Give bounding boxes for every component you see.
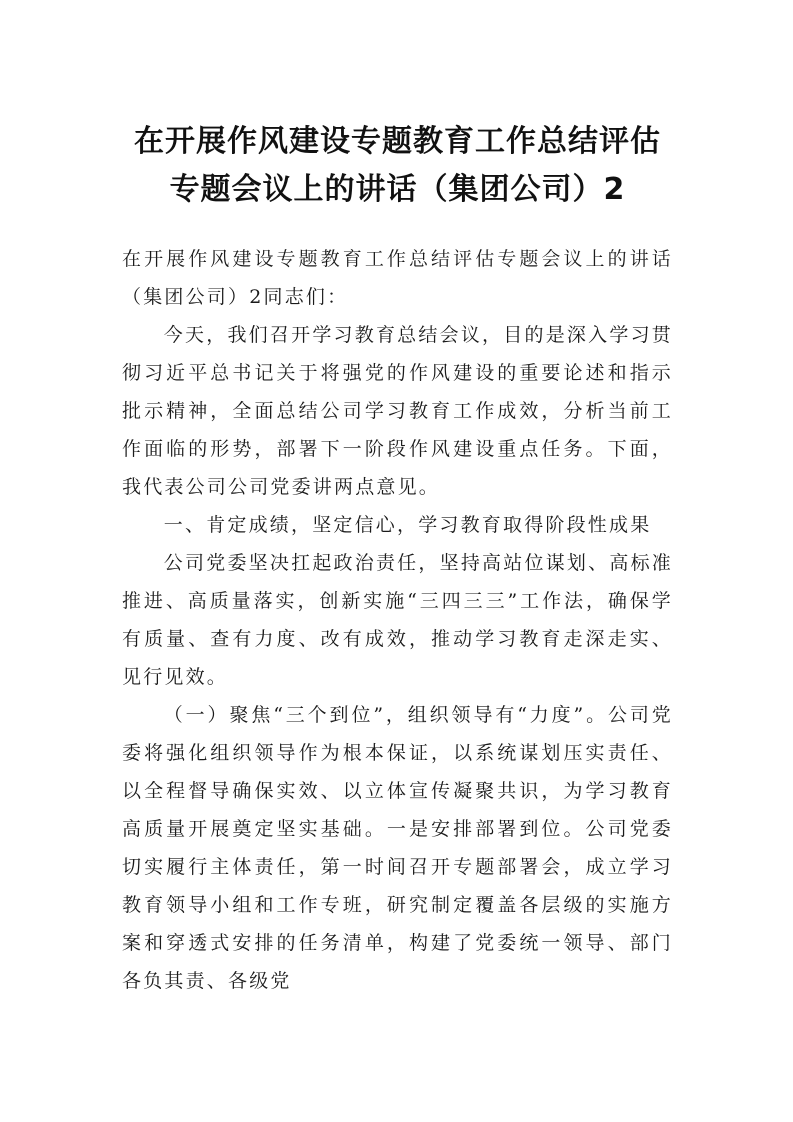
section-heading: 一、肯定成绩，坚定信心，学习教育取得阶段性成果 (163, 514, 652, 536)
document-title: 在开展作风建设专题教育工作总结评估专题会议上的讲话（集团公司）2 (134, 124, 661, 207)
body-paragraph: 公司党委坚决扛起政治责任，坚持高站位谋划、高标准推进、高质量落实，创新实施“三四三三”工作法，确保学有质量、查有力度、改有成效，推动学习教育走深走实、见行见效。 (122, 552, 673, 688)
opening-paragraph: 在开展作风建设专题教育工作总结评估专题会议上的讲话（集团公司）2同志们： (122, 248, 673, 308)
introduction-paragraph: 今天，我们召开学习教育总结会议，目的是深入学习贯彻习近平总书记关于将强党的作风建设的重要论述和指示批示精神，全面总结公司学习教育工作成效，分析当前工作面临的形势，部署下一阶段作风建设重点任务。下面，我代表公司公司党委讲两点意见。 (122, 324, 673, 498)
body-paragraph: （一）聚焦“三个到位”，组织领导有“力度”。公司党委将强化组织领导作为根本保证，以系统谋划压实责任、以全程督导确保实效、以立体宣传凝聚共识，为学习教育高质量开展奠定坚实基础。一是安排部署到位。公司党委切实履行主体责任，第一时间召开专题部署会，成立学习教育领导小组和工作专班，研究制定覆盖各层级的实施方案和穿透式安排的任务清单，构建了党委统一领导、部门各负其责、各级党 (122, 704, 673, 992)
document-body (122, 240, 673, 1000)
